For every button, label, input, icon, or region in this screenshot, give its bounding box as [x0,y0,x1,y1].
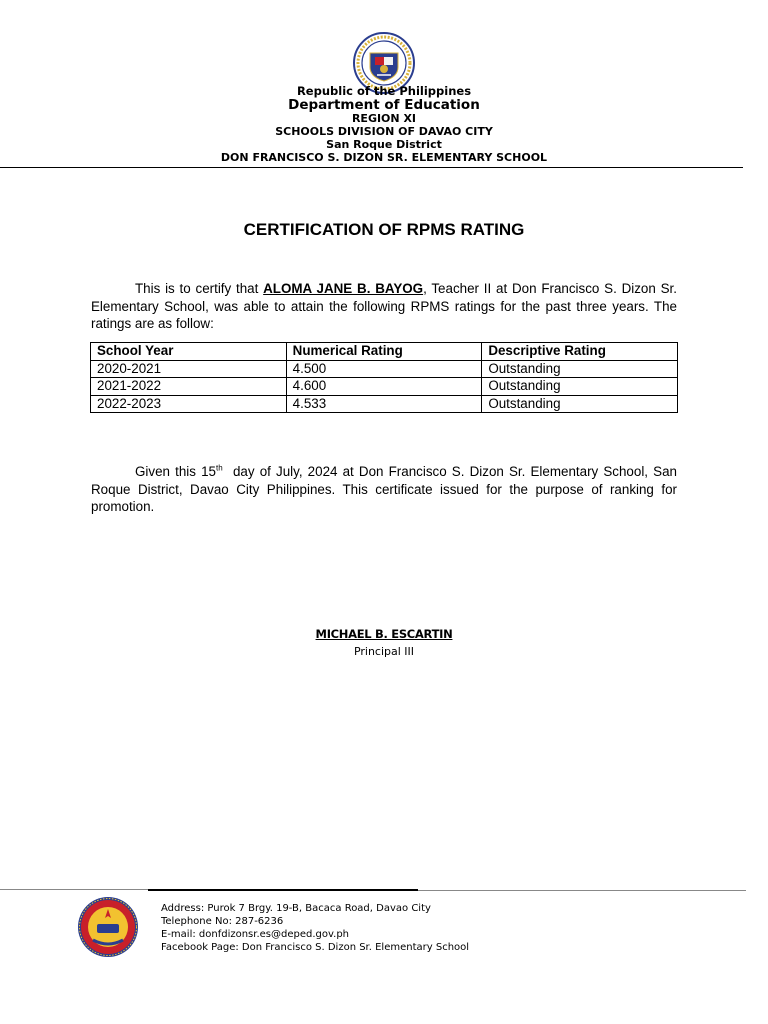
column-header-numerical-rating: Numerical Rating [286,343,482,361]
header-district: San Roque District [326,138,442,151]
closing-rest: day of July, 2024 at Don Francisco S. Dizon Sr. Elementary School, San Roque District, Davao City Philippines. This certificate issued for the purpose of ranking for promotion. [91,464,681,514]
signatory-name-line [0,627,768,641]
cell-numerical-rating: 4.500 [286,360,482,378]
table-row [91,360,678,378]
table-row [91,378,678,396]
teacher-name: ALOMA JANE B. BAYOG [263,281,424,296]
footer-email: E-mail: donfdizonsr.es@deped.gov.ph [161,929,349,940]
cell-descriptive-rating: Outstanding [482,395,678,413]
closing-paragraph [91,463,681,516]
signatory-name: MICHAEL B. ESCARTIN [315,627,453,641]
header-division: SCHOOLS DIVISION OF DAVAO CITY [275,125,493,138]
cell-school-year: 2021-2022 [91,378,287,396]
footer-divider-left [0,889,148,890]
ratings-table [90,342,678,413]
table-row [91,395,678,413]
cell-descriptive-rating: Outstanding [482,360,678,378]
signatory-position: Principal III [353,645,415,658]
footer-facebook: Facebook Page: Don Francisco S. Dizon Sr. Elementary School [161,942,470,953]
cell-descriptive-rating: Outstanding [482,378,678,396]
header-department: Department of Education [288,97,480,113]
closing-lead: Given this 15 [135,464,216,479]
footer-telephone: Telephone No: 287-6236 [161,916,284,927]
footer-divider-center [148,889,418,891]
cell-numerical-rating: 4.533 [286,395,482,413]
header-region: REGION XI [351,112,417,125]
table-header-row [91,343,678,361]
cell-school-year: 2020-2021 [91,360,287,378]
footer-divider-right [418,890,746,891]
intro-paragraph [91,280,677,333]
header-divider [0,167,743,168]
cell-school-year: 2022-2023 [91,395,287,413]
closing-ordinal: th [216,463,223,473]
header-country: Republic of the Philippines [296,84,472,98]
column-header-school-year: School Year [91,343,287,361]
footer-address: Address: Purok 7 Brgy. 19-B, Bacaca Road, Davao City [161,903,431,914]
intro-rest: , Teacher II at Don Francisco S. Dizon Sr. Elementary School, was able to attain the following RPMS ratings for the past three years. The ratings are as follow: [91,281,677,331]
intro-lead: This is to certify that [135,281,264,296]
certificate-title: CERTIFICATION OF RPMS RATING [243,220,525,239]
column-header-descriptive-rating: Descriptive Rating [482,343,678,361]
school-seal-icon [75,896,141,958]
header-school: DON FRANCISCO S. DIZON SR. ELEMENTARY SCHOOL [220,151,548,164]
cell-numerical-rating: 4.600 [286,378,482,396]
